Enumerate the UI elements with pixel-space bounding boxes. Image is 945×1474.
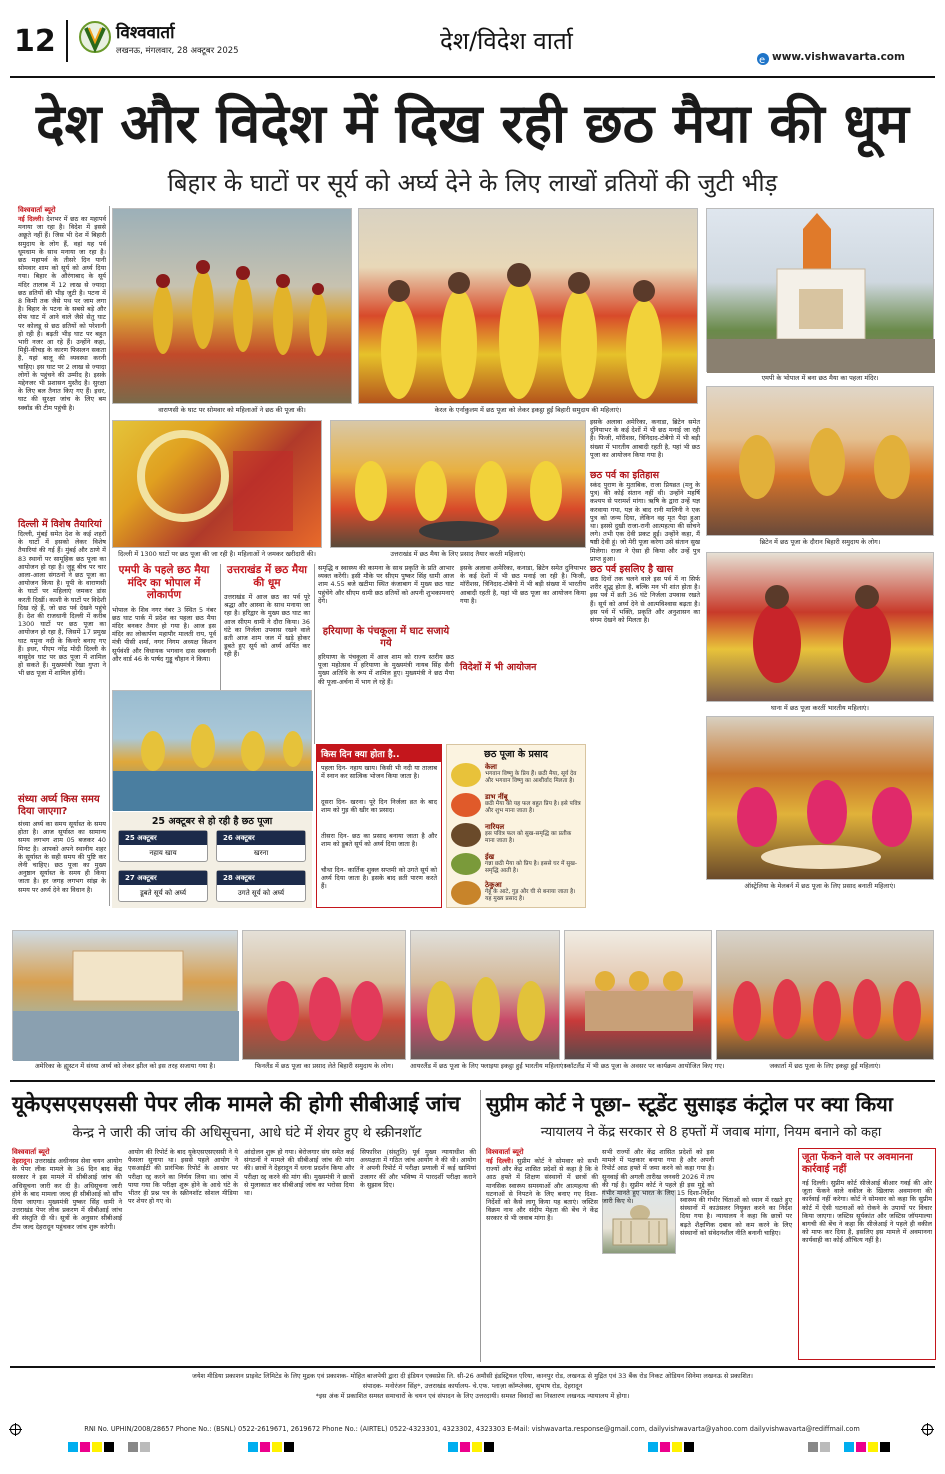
shoe-heading: जूता फेंकने वाले पर अवमानना कार्रवाई नहीं [802, 1152, 913, 1175]
photo-uttarakhand [330, 420, 586, 548]
ssc-bureau: विश्ववार्ता ब्यूरो [12, 1148, 50, 1156]
ssc-subheadline: केन्द्र ने जारी की जांच की अधिसूचना, आधे घंटे में शेयर हुए थे स्क्रीनशॉट [72, 1125, 422, 1141]
delhi-heading: दिल्ली में विशेष तैयारियां [18, 519, 102, 530]
footer-editor: संपादक- मनोरंजन सिंह*, उत्तराखंड कार्यालय- चे.एफ. प्लाज़ा कॉम्प्लेक्स, सुभाष रोड, देहरादून [362, 1382, 583, 1390]
lead-intro-text: देशभर में छठ का महापर्व मनाया जा रहा है। विदेश में इससे अछूते नहीं हैं। जिस भी देश में बिहारी समुदाय के लोग हैं, वहां यह पर्व धूमधाम के साथ मनाया जा रहा है। छठ महापर्व के तीसरे दिन यानी सोमवार शाम को सूर्य को अर्घ्य दिया गया। बिहार के औरंगाबाद के सूर्य मंदिर तालाब में 12 लाख से ज्यादा छठ व्रतियों की भीड़ जुटी है। पटना में 8 किमी तक जैसे पथ पर जाम लगा है। बिहार के पटना के सबसे बड़े और सेफ घाट में आने वाले जैसे सेतु घाट पर कोलडू से छठ व्रतियों को परेशानी हो रही है। बढ़ती भीड़ घाट पर बहुत भारी नजर आ रहे हैं। उन्होंने कहा, मिट्टी-कीचड़ के कारण फिसलन सकता है, यहां बालू की व्यवस्था करनी चाहिए। इस घाट पर 2 लाख से ज्यादा लोगों के पहुंचने की उम्मीद है। इसके मद्देनजर भी प्रशासन मुस्तैद है। सुरक्षा के लिए बल तैनात किए गए हैं। इधर, घाट की सुरक्षा जांच के लिए बम स्क्वॉड की टीम पहुंची है। [18, 215, 106, 412]
prasad-name-5: ठेकुआ [485, 881, 502, 889]
lead-left-column [18, 206, 106, 908]
photo-ghana [706, 552, 934, 702]
prasad-desc-1: भगवान विष्णु के प्रिय हैं। छठी मैया, सूर्य देव और भगवान विष्णु का आशीर्वाद मिलता है। [485, 771, 577, 784]
prasad-name-4: ईख [485, 853, 495, 861]
why-text: छठ दिनों तक चलने वाले इस पर्व में ना सिर्फ शरीर शुद्ध होता है, बल्कि मन भी शांत होता है। इस पर्व में व्रती 36 घंटे निर्जला उपवास रखते हैं। सूर्य को अर्घ्य देने से आत्मविश्वास बढ़ता है। इस पर्व में भक्ति, प्रकृति और अनुशासन का संगम देखने को मिलता है। [590, 575, 700, 625]
mp-text: भोपाल के शिव नगर नंबर 3 स्थित 5 नंबर छठ घाट पार्क में प्रदेश का पहला छठ मैया मंदिर बनकर तैयार हो गया है। आज इस मंदिर का लोकार्पण महापौर मालती राय, पूर्व मंत्री पीसी शर्मा, नगर निगम अध्यक्ष किशन सूर्यवंशी और विधायक भगवान दास सबनानी और वार्ड 46 के पार्षद गुड्डू चौहान ने किया। [112, 605, 216, 663]
paper-name: विश्ववार्ता [116, 23, 175, 43]
photo-japan [716, 930, 934, 1060]
delhi-text: दिल्ली, मुंबई समेत देश के कई शहरों के घाटों में इसको लेकर विशेष तैयारियां की गई हैं। मुंबई और ठाणे में 83 स्थानों पर सामूहिक छठ पूजा का आयोजन हो रहा है। जुहू बीच पर चार आला-आला संगठनों ने छठ पूजा का आयोजन किया है। यूपी के वाराणसी के घाटों पर महिलाएं जमकर डांस करती दिखीं। काशी के घाटों पर विदेशी दिख रहे हैं, जो छठ पर्व देखने पहुंचे हैं। देश की राजधानी दिल्ली में करीब 1300 घाटों पर छठ पूजा का आयोजन हो रहा है, जिसमें 17 प्रमुख घाट यमुना नदी के किनारे बनाए गए हैं। इधर, पीएम नरेंद्र मोदी दिल्ली के वासुदेव घाट पर छठ पूजा में शामिल हो सकते हैं। मुख्यमंत्री रेखा गुप्ता ने भी छठ पूजा में शामिल होंगी। [18, 530, 106, 678]
schedule-date-3: 27 अक्टूबर [119, 871, 207, 885]
photo-houston [12, 930, 238, 1060]
sc-subheadline: न्यायालय ने केंद्र सरकार से 8 हफ्तों में जवाब मांगा, नियम बनाने को कहा [540, 1125, 882, 1140]
haryana-heading: हरियाणा के पंचकूला में घाट सजाये गये [322, 626, 450, 649]
schedule-date-1: 25 अक्टूबर [119, 831, 207, 845]
header-divider [66, 20, 68, 62]
prasad-name-3: नारियल [485, 823, 505, 831]
schedule-name-2: खरना [253, 849, 269, 857]
coconut-icon [451, 823, 481, 847]
caption-britain: ब्रिटेन में छठ पूजा के दौरान बिहारी समुदाय के लोग। [759, 538, 881, 546]
caption-finland: फिनलैंड में छठ पूजा का प्रसाद लेते बिहारी समुदाय के लोग। [254, 1062, 394, 1070]
abroad-text: इसके अलावा अमेरिका, कनाडा, ब्रिटेन समेत दुनियाभर के कई देशों में भी छठ मनाई जा रही है। फिजी, मॉरीशस, त्रिनिदाद-टोबैगो में भी बड़ी संख्या में भारतीय आबादी रहती है, यहां भी छठ पूजा का आयोजन किया गया है। [590, 418, 700, 459]
ssc-place: देहरादून। [12, 1157, 33, 1165]
schedule-title: 25 अक्टूबर से हो रही है छठ पूजा [151, 816, 273, 827]
abroad-column [460, 564, 586, 734]
section-title: देश/विदेश वार्ता [440, 27, 573, 55]
banana-icon [451, 763, 481, 787]
schedule-card-2 [216, 830, 306, 862]
why-column [590, 564, 700, 904]
sc-bureau: विश्ववार्ता ब्यूरो [486, 1148, 524, 1156]
registration-mark-left [10, 1424, 21, 1435]
caption-uttarakhand: उत्तराखंड में छठ मैया के लिए प्रसाद तैयार करती महिलाएं। [390, 550, 526, 558]
ssc-col-2: आयोग की रिपोर्ट के बाद यूकेएसएसएससी ने ये फैसला सुनाया था। इससे पहले आयोग ने एसआईटी की प्रारंभिक रिपोर्ट के आधार पर परीक्षा रद्द करने का निर्णय लिया था। जांच में पाया गया कि परीक्षा शुरू होने के आधे घंटे के भीतर ही प्रश्न पत्र के स्क्रीनशॉट सोशल मीडिया पर शेयर हो गए थे। [128, 1148, 238, 1206]
prasad-item-3 [447, 819, 585, 849]
caption-ireland: आयरलैंड में छठ पूजा के लिए फ्लाइया इकट्ठा हुईं भारतीय महिलाएं। [410, 1062, 566, 1070]
sandhya-text: संध्या अर्घ्य का समय सूर्यास्त के समय होता है। आज सूर्यास्त का सामान्य समय लगभग शाम 05 बजकर 40 मिनट है। आपको अपने स्थानीय शहर के सूर्यास्त के सही समय की पुष्टि कर लेनी चाहिए। छठ पूजा का मुख्य अनुष्ठान सूर्यास्त के समय ही किया जाता है। हर जगह लगभग सांझ के समय पर अर्घ्य देने का विधान है। [18, 820, 106, 894]
photo-finland [242, 930, 406, 1060]
sc-col-3: स्वास्थ्य की गंभीर चिंताओं को ध्यान में रखते हुए संस्थानों में काउंसलर नियुक्त करने का निर्देश दिया गया है। न्यायालय ने कहा कि छात्रों पर बढ़ते शैक्षणिक दबाव को कम करने के लिए संस्थानों को संवेदनशील नीति बनानी चाहिए। [680, 1196, 792, 1237]
shoe-text: नई दिल्ली। सुप्रीम कोर्ट सीजेआई बीआर गवई की ओर जूता फेंकने वाले वकील के खिलाफ अवमानना की कार्रवाई नहीं करेगा। कोर्ट ने सोमवार को कहा कि सुप्रीम कोर्ट में ऐसी घटनाओं को रोकने के उपायों पर विचार किया जाएगा। जस्टिस सूर्यकांत और जस्टिस जॉयमाल्या बागची की बेंच ने कहा कि सीजेआई ने पहले ही वकील को माफ कर दिया है, इसलिए इस मामले में अवमानना कार्यवाही का कोई औचित्य नहीं है। [802, 1179, 932, 1245]
photo-kerala [358, 208, 698, 404]
prasad-desc-2: छठी मैया को यह फल बहुत प्रिय है। इसे पवित्र और शुभ माना जाता है। [485, 801, 581, 814]
thekua-icon [451, 881, 481, 905]
kis-din-heading: किस दिन क्या होता है.. [317, 745, 441, 762]
sc-col-1 [486, 1148, 598, 1360]
prasad-item-1 [447, 759, 585, 789]
prasad-name-1: केला [485, 763, 497, 771]
caption-houston: अमेरिका के ह्यूस्टन में संध्या अर्घ्य को लेकर झील को इस तरह सजाया गया है। [34, 1062, 216, 1070]
why-heading: छठ पर्व इसलिए है खास [590, 564, 674, 575]
registration-mark-right [922, 1424, 933, 1435]
schedule-name-1: नहाय खाय [149, 849, 177, 857]
history-text: स्कंद पुराण के मुताबिक, राजा प्रियव्रत (मनु के पुत्र) की कोई संतान नहीं थी। उन्होंने महर्षि कश्यप से परामर्श मांगा। ऋषि के द्वारा उन्हें यज्ञ करवाया गया, यज्ञ के बाद रानी मालिनी ने एक पुत्र को जन्म दिया, लेकिन वह मृत पैदा हुआ था। इससे दुखी राजा-रानी आत्महत्या की सोचने लगे। तभी एक देवी प्रकट हुईं। उन्होंने कहा, मैं षष्ठी देवी हूं। जो मेरी पूजा करेगा उसे संतान सुख मिलेगा। राजा ने ऐसा ही किया और उन्हें पुत्र प्राप्त हुआ। [590, 481, 700, 563]
header-rule [10, 76, 935, 78]
color-bar [28, 1442, 916, 1452]
ssc-col1-text [12, 1157, 122, 1357]
ssc-headline: यूकेएसएसएससी पेपर लीक मामले की होगी सीबीआई जांच [12, 1092, 461, 1116]
svg-text:e: e [759, 55, 766, 66]
lead-subheadline: बिहार के घाटों पर सूर्य को अर्घ्य देने के लिए लाखों व्रतियों की जुटी भीड़ [167, 169, 778, 197]
schedule-name-4: उगते सूर्य को अर्घ्य [237, 889, 285, 897]
prasad-panel [446, 744, 586, 908]
photo-britain [706, 386, 934, 536]
sugarcane-icon [451, 853, 481, 875]
kis-din-item-3: तीसरा दिन- छठ का प्रसाद बनाया जाता है और शाम को डूबते सूर्य को अर्घ्य दिया जाता है। [321, 832, 437, 849]
haryana-text-top: समृद्धि व स्वास्थ्य की कामना के साथ प्रकृति के प्रति आभार व्यक्त करेंगी। इसी मौके पर सीएम पुष्कर सिंह धामी आज शाम 4.55 बजे खटीमा स्थित कंजाबाग में मुख्य छठ घाट पहुंचेंगे और सीएम धामी छठ व्रतियों को अपनी शुभकामनाएं देंगे। [318, 564, 454, 605]
lead-headline: देश और विदेश में दिख रही छठ मैया की धूम [36, 92, 909, 155]
schedule-date-2: 26 अक्टूबर [217, 831, 305, 845]
prasad-item-5 [447, 877, 585, 907]
prasad-item-4 [447, 849, 585, 877]
schedule-panel [112, 812, 312, 908]
caption-australia: ऑस्ट्रेलिया के मेलबर्न में छठ पूजा के लिए प्रसाद बनाती महिलाएं। [744, 882, 896, 890]
uk-heading: उत्तराखंड में छठ मैया की धूम [226, 564, 308, 589]
lead-place: नई दिल्ली। [18, 215, 44, 223]
prasad-desc-5: गेहूं के आटे, गुड़ और घी से बनाया जाता है। यह मुख्य प्रसाद है। [485, 889, 576, 902]
ssc-col-3: आंदोलन शुरू हो गया। बेरोजगार संघ समेत कई संगठनों ने मामले की सीबीआई जांच की मांग की। छात्रों ने देहरादून में धरना प्रदर्शन किया और परीक्षा रद्द करने की मांग की। मुख्यमंत्री ने छात्रों से मुलाकात कर सीबीआई जांच का भरोसा दिया था। [244, 1148, 354, 1198]
sandhya-heading: संध्या अर्घ्य किस समय दिया जाएगा? [18, 794, 100, 817]
article-continuation [590, 418, 700, 563]
mp-heading: एमपी के पहले छठ मैया मंदिर का भोपाल में लोकार्पण [118, 564, 210, 601]
haryana-column [318, 564, 454, 734]
lead-bureau: विश्ववार्ता ब्यूरो [18, 206, 56, 214]
website: www.vishwavarta.com [772, 51, 905, 63]
schedule-card-1 [118, 830, 208, 862]
page-number: 12 [14, 24, 56, 59]
prasad-desc-4: गन्ना छठी मैया को प्रिय है। इससे घर में सुख-समृद्धि आती है। [485, 861, 578, 874]
kis-din-item-2: दूसरा दिन- खरना। पूरे दिन निर्जला व्रत के बाद शाम को गुड़ की खीर का प्रसाद। [321, 798, 437, 815]
prasad-item-2 [447, 789, 585, 819]
caption-delhi: दिल्ली में 1300 घाटों पर छठ पूजा की जा रही है। महिलाओं ने जमकर खरीदारी की। [118, 550, 316, 558]
sc-col1-body: सुप्रीम कोर्ट ने सोमवार को सभी राज्यों और केंद्र शासित प्रदेशों से कहा है कि वे आठ हफ्ते में शिक्षण संस्थानों में छात्रों की मानसिक स्वास्थ्य समस्याओं और आत्महत्या की घटनाओं से निपटने के लिए बनाए गए दिशा-निर्देशों को कैसे लागू किया यह बताएं। जस्टिस विक्रम नाथ और संदीप मेहता की बेंच ने केंद्र सरकार से भी जवाब मांगा है। [486, 1157, 598, 1223]
photo-varanasi [112, 208, 352, 404]
shoe-box [798, 1148, 936, 1360]
photo-delhi [112, 420, 322, 548]
photo-australia [706, 716, 934, 880]
web-icon [756, 51, 770, 65]
lead-intro [18, 215, 106, 515]
abroad-heading: विदेशों में भी आयोजन [460, 662, 537, 673]
history-heading: छठ पर्व का इतिहास [590, 470, 660, 481]
ssc-col1-body: उत्तराखंड अधीनस्थ सेवा चयन आयोग के पेपर लीक मामले के 36 दिन बाद केंद्र सरकार ने इस मामले में सीबीआई जांच की अधिसूचना जारी कर दी है। अधिसूचना जारी होने के बाद मामला जल्द ही सीबीआई को सौंप दिया जाएगा। मुख्यमंत्री पुष्कर सिंह धामी ने उत्तराखंड पेपर लीक प्रकरण में सीबीआई जांच की संस्तुति दी थी। सूत्रों के अनुसार सीबीआई टीम जल्द देहरादून पहुंचकर जांच शुरू करेगी। [12, 1157, 122, 1231]
footer-imprint: जयेश मीडिया प्रकाशन प्राइवेट लिमिटेड के लिए मुद्रक एवं प्रकाशक- मोहित बाजपेयी द्वारा दी इंडियन एक्सप्रेस लि. सी-26 अमौसी इंडस्ट्रियल एरिया, कानपुर रोड, लखनऊ से मुद्रित एवं 33 बैंक रोड निकट ओडियन सिनेमा लखनऊ से प्रकाशित। [192, 1372, 753, 1380]
footer-rni: RNI No. UPHIN/2008/28657 Phone No.: (BSNL) 0522-2619671, 2619672 Phone No.: (AIRTEL) 0522-4323301, 4323302, 4323303 E-Mail: vishwavarta.response@gmail.com, dailyvishwavarta@yahoo.com dailyvishwavarta@rediffmail.com [84, 1425, 860, 1433]
schedule-card-4 [216, 870, 306, 902]
kis-din-box [316, 744, 442, 908]
caption-ghana: घाना में छठ पूजा करतीं भारतीय महिलाएं। [771, 704, 869, 712]
caption-varanasi: वाराणसी के घाट पर सोमवार को महिलाओं ने छठ की पूजा की। [158, 406, 306, 414]
caption-japan: जकार्ता में छठ पूजा के लिए इकट्ठा हुईं महिलाएं। [769, 1062, 881, 1070]
kis-din-item-1: पहला दिन- नहाय खाय। किसी भी नदी या तालाब में स्नान कर सात्विक भोजन किया जाता है। [321, 764, 437, 781]
schedule-name-3: डूबते सूर्य को अर्घ्य [139, 889, 187, 897]
abroad-col-text: इसके अलावा अमेरिका, कनाडा, ब्रिटेन समेत दुनियाभर के कई देशों में भी छठ मनाई जा रही है। फिजी, मॉरीशस, त्रिनिदाद-टोबैगो में भी बड़ी संख्या में भारतीय आबादी रहती है, यहां भी छठ पूजा का आयोजन किया गया है। [460, 564, 586, 605]
photo-nepal-temple [706, 208, 934, 372]
prasad-heading: छठ पूजा के प्रसाद [484, 749, 548, 760]
sc-col-2: सभी राज्यों और केंद्र शासित प्रदेशों को इस मामले में पक्षकार बनाया गया है और अपनी रिपोर्ट आठ हफ्ते में जमा करने को कहा गया है। सुनवाई की अगली तारीख जनवरी 2026 में तय की गई है। सुप्रीम कोर्ट ने पहले ही इस मुद्दे को गंभीर मानते हुए भारत के लिए 15 दिशा-निर्देश जारी किए थे। [602, 1148, 714, 1206]
caption-kerala: केरल के एर्नाकुलम में छठ पूजा को लेकर इकट्ठा हुईं बिहारी समुदाय की महिलाएं। [434, 406, 622, 414]
schedule-card-3 [118, 870, 208, 902]
caption-nepal: एमपी के भोपाल में बना छठ मैया का पहला मंदिर। [761, 374, 879, 382]
photo-scotland [564, 930, 712, 1060]
schedule-date-4: 28 अक्टूबर [217, 871, 305, 885]
sc-headline: सुप्रीम कोर्ट ने पूछा– स्टूडेंट सुसाइड कंट्रोल पर क्या किया [486, 1092, 893, 1116]
sc-col1-text [486, 1157, 598, 1357]
photo-ireland [410, 930, 560, 1060]
prasad-name-2: डाभ नींबू [485, 793, 508, 801]
kis-din-item-4: चौथा दिन- कार्तिक शुक्ल सप्तमी को उगते सूर्य को अर्घ्य दिया जाता है। इसके बाद व्रती पारण करते हैं। [321, 866, 437, 891]
prasad-desc-3: इस पवित्र फल को सुख-समृद्धि का प्रतीक माना जाता है। [485, 831, 572, 844]
dateline: लखनऊ, मंगलवार, 28 अक्टूबर 2025 [116, 46, 239, 56]
sc-place: नई दिल्ली। [486, 1157, 514, 1165]
caption-scotland: स्कॉटलैंड में भी छठ पूजा के अवसर पर कार्यक्रम आयोजित किए गए। [564, 1062, 725, 1070]
masthead [0, 0, 945, 88]
uk-text: उत्तराखंड में आज छठ का पर्व पूरे श्रद्धा और आस्था के साथ मनाया जा रहा है। हरिद्वार के मुख्य छठ घाट का आज सीएम धामी ने दौरा किया। 36 घंटे का निर्जला उपवास रखने वाले व्रती आज शाम जल में खड़े होकर डूबते हुए सूर्य को अर्घ्य अर्पित कर रही हैं। [224, 593, 310, 659]
ssc-col-1 [12, 1148, 122, 1360]
ssc-col-4: सिफारिश (संस्तुति) पूर्व मुख्य न्यायाधीश की अध्यक्षता में गठित जांच आयोग ने की थी। आयोग ने अपनी रिपोर्ट में परीक्षा प्रणाली में कई खामियां उजागर कीं और भविष्य में पारदर्शी परीक्षा कराने के सुझाव दिए। [360, 1148, 476, 1189]
paper-logo-icon [78, 20, 112, 54]
photo-river-ghat [112, 690, 312, 810]
haryana-text: हरियाणा के पंचकूला में आज शाम को राज्य स्तरीय छठ पूजा महोत्सव में हरियाणा के मुख्यमंत्री नायब सिंह सैनी मुख्य अतिथि के रूप में शामिल हुए। मुख्यमंत्री ने छठ मैया की पूजा-अर्चना में भाग ले रहे हैं। [318, 653, 454, 686]
footer-note: *इस अंक में प्रकाशित समस्त समाचारों के चयन एवं संपादन के लिए उत्तरदायी। समस्त विवादों का निस्तारण लखनऊ न्यायालय में होगा। [315, 1392, 630, 1400]
lemon-icon [451, 793, 481, 817]
